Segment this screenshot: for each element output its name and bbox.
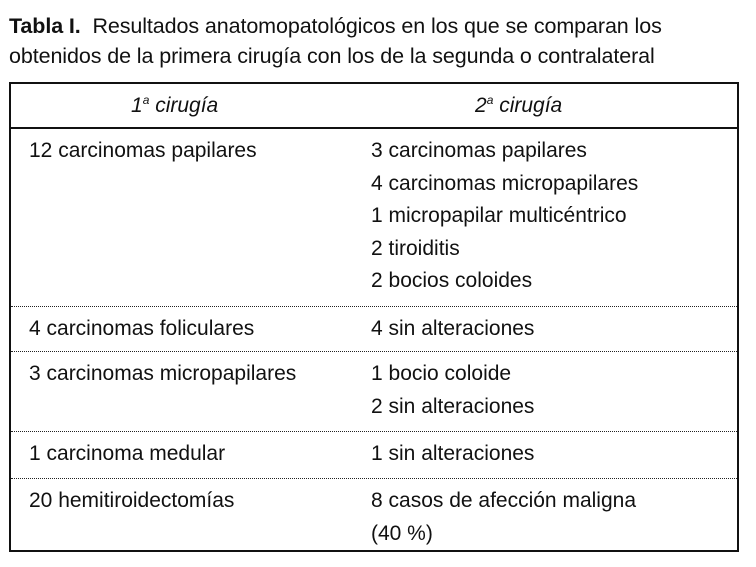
second-surgery-cell (371, 485, 636, 550)
result-line: 2 tiroiditis (371, 236, 460, 260)
header-second-number: 2 (475, 94, 487, 117)
table-row (11, 307, 737, 352)
result-line: 4 carcinomas micropapilares (371, 171, 639, 195)
result-line: 4 sin alteraciones (371, 317, 535, 340)
header-first-superscript: a (142, 93, 150, 107)
results-table (9, 82, 739, 552)
first-surgery-cell: 3 carcinomas micropapilares (29, 362, 297, 385)
first-surgery-cell: 20 hemitiroidectomías (29, 489, 235, 512)
result-line: 1 sin alteraciones (371, 442, 535, 465)
result-line: (40 %) (371, 521, 433, 545)
second-surgery-cell (371, 358, 534, 423)
second-surgery-cell (371, 135, 638, 298)
table-row (11, 129, 737, 307)
header-first-surgery (131, 93, 218, 118)
header-second-superscript: a (486, 93, 494, 107)
header-first-text: cirugía (149, 94, 219, 117)
header-second-text: cirugía (493, 94, 563, 117)
first-surgery-cell: 1 carcinoma medular (29, 442, 226, 465)
result-line: 8 casos de afección maligna (371, 489, 636, 512)
table-caption-text: Resultados anatomopatológicos en los que se comparan los obtenidos de la primera cirugía con los de la segunda o contralateral (9, 14, 662, 68)
table-row (11, 479, 737, 550)
result-line: 2 sin alteraciones (371, 394, 535, 418)
first-surgery-cell: 4 carcinomas foliculares (29, 317, 255, 340)
table-header (11, 84, 737, 129)
table-caption (9, 11, 749, 71)
table-row (11, 352, 737, 432)
result-line: 1 bocio coloide (371, 362, 512, 385)
second-surgery-cell (371, 438, 534, 471)
result-line: 3 carcinomas papilares (371, 139, 587, 162)
result-line: 2 bocios coloides (371, 269, 533, 292)
table-row (11, 432, 737, 479)
header-second-surgery (475, 93, 562, 118)
first-surgery-cell: 12 carcinomas papilares (29, 139, 257, 162)
second-surgery-cell (371, 313, 534, 346)
header-first-number: 1 (131, 94, 143, 117)
result-line: 1 micropapilar multicéntrico (371, 204, 627, 227)
table-caption-label: Tabla I. (9, 14, 81, 38)
